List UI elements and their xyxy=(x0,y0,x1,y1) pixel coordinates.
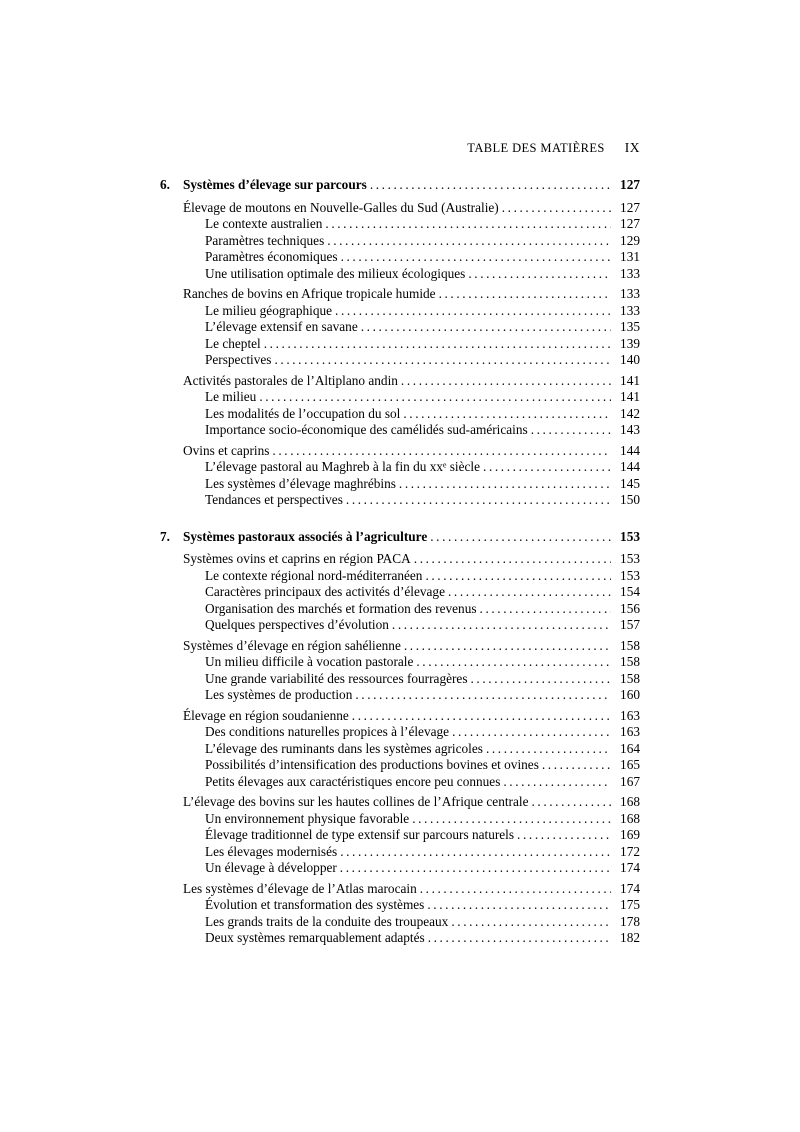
toc-subsection-row xyxy=(205,389,640,406)
toc-section-row xyxy=(183,708,640,725)
dot-leader xyxy=(502,200,611,217)
dot-leader xyxy=(264,336,611,353)
toc-subsection-row xyxy=(205,492,640,509)
entry-page-number: 150 xyxy=(620,492,640,507)
toc-subsection-row xyxy=(205,741,640,758)
entry-page-number: 160 xyxy=(620,687,640,702)
entry-title: Tendances et perspectives xyxy=(205,492,343,507)
toc-subsection-row xyxy=(205,584,640,601)
section-block xyxy=(160,286,640,369)
dot-leader xyxy=(327,233,611,250)
toc-subsection-row xyxy=(205,811,640,828)
dot-leader xyxy=(392,617,611,634)
section-block xyxy=(160,881,640,947)
dot-leader xyxy=(503,774,611,791)
toc-subsection-row xyxy=(205,406,640,423)
entry-page-number: 145 xyxy=(620,475,640,491)
dot-leader xyxy=(352,708,611,725)
entry-title: Élevage traditionnel de type extensif sur parcours naturels xyxy=(205,827,515,842)
toc-subsection-row xyxy=(205,617,640,634)
dot-leader xyxy=(451,914,611,931)
toc-subsection-row xyxy=(205,336,640,353)
entry-page-number: 174 xyxy=(620,880,640,896)
toc-subsection-row xyxy=(205,352,640,369)
toc-section-row xyxy=(183,794,640,811)
dot-leader xyxy=(274,352,611,369)
entry-title: Un environnement physique favorable xyxy=(205,810,410,826)
entry-page-number: 163 xyxy=(620,724,640,739)
dot-leader xyxy=(335,303,611,320)
toc-subsection-row xyxy=(205,303,640,320)
toc-subsection-row xyxy=(205,774,640,791)
toc-section-row xyxy=(183,373,640,390)
entry-page-number: 133 xyxy=(620,265,640,281)
dot-leader xyxy=(361,319,611,336)
dot-leader xyxy=(471,671,612,688)
entry-title: Le contexte régional nord-méditerranéen xyxy=(205,567,423,583)
entry-title: Le milieu géographique xyxy=(205,302,333,318)
entry-page-number: 167 xyxy=(620,773,640,789)
entry-title: Deux systèmes remarquablement adaptés xyxy=(205,930,425,945)
toc-subsection-row xyxy=(205,827,640,844)
dot-leader xyxy=(448,584,611,601)
entry-title: Les modalités de l’occupation du sol xyxy=(205,405,401,421)
entry-title: Quelques perspectives d’évolution xyxy=(205,617,389,632)
dot-leader xyxy=(430,529,611,546)
entry-page-number: 178 xyxy=(620,913,640,929)
dot-leader xyxy=(355,687,611,704)
entry-title: Le milieu xyxy=(205,389,257,404)
entry-title: Une utilisation optimale des milieux écologiques xyxy=(205,265,466,281)
entry-title: Des conditions naturelles propices à l’élevage xyxy=(205,724,450,739)
entry-page-number: 127 xyxy=(620,199,640,215)
toc-subsection-row xyxy=(205,249,640,266)
toc-subsection-row xyxy=(205,459,640,476)
entry-title: Un élevage à développer xyxy=(205,860,337,875)
entry-page-number: 153 xyxy=(620,551,640,566)
toc-section-row xyxy=(183,551,640,568)
toc-subsection-row xyxy=(205,860,640,877)
entry-page-number: 131 xyxy=(620,249,640,264)
toc-subsection-row xyxy=(205,233,640,250)
entry-page-number: 129 xyxy=(620,232,640,248)
dot-leader xyxy=(401,373,611,390)
toc-subsection-row xyxy=(205,422,640,439)
entry-title: Petits élevages aux caractéristiques encore peu connues xyxy=(205,773,501,789)
entry-title: Perspectives xyxy=(205,352,272,367)
toc-subsection-row xyxy=(205,601,640,618)
dot-leader xyxy=(370,177,611,194)
entry-title: Évolution et transformation des systèmes xyxy=(205,897,425,912)
chapter-block xyxy=(160,177,640,509)
dot-leader xyxy=(542,757,611,774)
entry-page-number: 143 xyxy=(620,422,640,437)
entry-title: Caractères principaux des activités d’élevage xyxy=(205,584,445,599)
entry-title: L’élevage pastoral au Maghreb à la fin du xxᵉ siècle xyxy=(205,459,481,474)
dot-leader xyxy=(346,492,611,509)
entry-page-number: 175 xyxy=(620,897,640,912)
dot-leader xyxy=(531,794,611,811)
entry-page-number: 135 xyxy=(620,319,640,334)
entry-title: Le contexte australien xyxy=(205,216,323,231)
dot-leader xyxy=(428,930,611,947)
entry-page-number: 140 xyxy=(620,352,640,367)
dot-leader xyxy=(427,897,611,914)
toc-subsection-row xyxy=(205,914,640,931)
dot-leader xyxy=(412,811,611,828)
toc-subsection-row xyxy=(205,687,640,704)
toc-section-row xyxy=(183,443,640,460)
entry-title: L’élevage des ruminants dans les systèmes agricoles xyxy=(205,740,483,756)
dot-leader xyxy=(486,741,611,758)
entry-page-number: 139 xyxy=(620,335,640,351)
entry-title: L’élevage des bovins sur les hautes collines de l’Afrique centrale xyxy=(183,794,529,809)
dot-leader xyxy=(259,389,611,406)
toc-subsection-row xyxy=(205,266,640,283)
entry-title: Systèmes d’élevage sur parcours xyxy=(183,177,367,192)
toc-subsection-row xyxy=(205,476,640,493)
dot-leader xyxy=(480,601,611,618)
entry-page-number: 158 xyxy=(620,637,640,653)
entry-page-number: 141 xyxy=(620,389,640,404)
chapter-number: 7. xyxy=(160,528,170,544)
toc-subsection-row xyxy=(205,319,640,336)
header-page-number: IX xyxy=(624,140,640,155)
chapter-number: 6. xyxy=(160,177,170,192)
dot-leader xyxy=(439,286,611,303)
entry-page-number: 153 xyxy=(620,567,640,583)
entry-title: Le cheptel xyxy=(205,335,261,351)
entry-title: Importance socio-économique des camélidés sud-américains xyxy=(205,422,528,437)
entry-page-number: 168 xyxy=(620,810,640,826)
entry-page-number: 153 xyxy=(620,528,640,544)
entry-title: Systèmes d’élevage en région sahélienne xyxy=(183,637,401,653)
entry-title: Les élevages modernisés xyxy=(205,843,338,859)
entry-page-number: 144 xyxy=(620,459,640,474)
section-block xyxy=(160,638,640,704)
toc-subsection-row xyxy=(205,568,640,585)
dot-leader xyxy=(403,406,611,423)
entry-page-number: 144 xyxy=(620,442,640,458)
toc-chapter-row xyxy=(160,529,640,546)
entry-page-number: 133 xyxy=(620,302,640,318)
toc-section-row xyxy=(183,881,640,898)
entry-page-number: 169 xyxy=(620,827,640,842)
entry-page-number: 141 xyxy=(620,372,640,388)
entry-title: Ovins et caprins xyxy=(183,442,270,458)
entry-title: Activités pastorales de l’Altiplano andin xyxy=(183,372,398,388)
toc-subsection-row xyxy=(205,930,640,947)
dot-leader xyxy=(425,568,611,585)
dot-leader xyxy=(517,827,611,844)
entry-page-number: 165 xyxy=(620,757,640,772)
entry-title: Élevage de moutons en Nouvelle-Galles du Sud (Australie) xyxy=(183,199,499,215)
toc-subsection-row xyxy=(205,216,640,233)
dot-leader xyxy=(452,724,611,741)
toc-section-row xyxy=(183,286,640,303)
dot-leader xyxy=(325,216,611,233)
entry-title: Les systèmes d’élevage maghrébins xyxy=(205,475,396,491)
dot-leader xyxy=(531,422,611,439)
entry-title: Systèmes pastoraux associés à l’agriculture xyxy=(183,528,428,544)
entry-page-number: 154 xyxy=(620,584,640,599)
entry-page-number: 127 xyxy=(620,216,640,231)
dot-leader xyxy=(420,881,611,898)
toc-subsection-row xyxy=(205,724,640,741)
dot-leader xyxy=(340,844,611,861)
entry-page-number: 168 xyxy=(620,794,640,809)
section-block xyxy=(160,708,640,791)
dot-leader xyxy=(416,654,611,671)
toc-section-row xyxy=(183,638,640,655)
page-header xyxy=(160,140,640,156)
section-block xyxy=(160,794,640,877)
section-block xyxy=(160,443,640,509)
dot-leader xyxy=(399,476,611,493)
toc-subsection-row xyxy=(205,757,640,774)
entry-page-number: 156 xyxy=(620,600,640,616)
entry-title: Organisation des marchés et formation des revenus xyxy=(205,600,477,616)
entry-title: Les grands traits de la conduite des troupeaux xyxy=(205,913,449,929)
entry-page-number: 158 xyxy=(620,670,640,686)
dot-leader xyxy=(483,459,611,476)
dot-leader xyxy=(272,443,611,460)
entry-page-number: 142 xyxy=(620,405,640,421)
toc-subsection-row xyxy=(205,671,640,688)
entry-title: Les systèmes d’élevage de l’Atlas marocain xyxy=(183,880,417,896)
entry-title: Ranches de bovins en Afrique tropicale humide xyxy=(183,286,436,301)
entry-page-number: 172 xyxy=(620,843,640,859)
entry-title: Élevage en région soudanienne xyxy=(183,707,349,723)
entry-page-number: 133 xyxy=(620,286,640,301)
entry-page-number: 163 xyxy=(620,707,640,723)
entry-title: Les systèmes de production xyxy=(205,687,353,702)
entry-title: L’élevage extensif en savane xyxy=(205,319,358,334)
section-block xyxy=(160,200,640,283)
dot-leader xyxy=(340,860,611,877)
toc-subsection-row xyxy=(205,897,640,914)
dot-leader xyxy=(414,551,611,568)
entry-page-number: 127 xyxy=(620,177,640,192)
entry-page-number: 158 xyxy=(620,654,640,669)
dot-leader xyxy=(468,266,611,283)
entry-title: Possibilités d’intensification des productions bovines et ovines xyxy=(205,757,539,772)
entry-title: Un milieu difficile à vocation pastorale xyxy=(205,654,414,669)
entry-title: Paramètres techniques xyxy=(205,232,325,248)
section-block xyxy=(160,373,640,439)
section-block xyxy=(160,551,640,634)
entry-page-number: 157 xyxy=(620,617,640,632)
entry-page-number: 182 xyxy=(620,930,640,945)
toc-list xyxy=(160,177,640,947)
dot-leader xyxy=(404,638,611,655)
entry-page-number: 164 xyxy=(620,740,640,756)
entry-title: Paramètres économiques xyxy=(205,249,338,264)
toc-subsection-row xyxy=(205,844,640,861)
dot-leader xyxy=(341,249,611,266)
entry-title: Une grande variabilité des ressources fourragères xyxy=(205,670,468,686)
toc-chapter-row xyxy=(160,177,640,194)
entry-page-number: 174 xyxy=(620,860,640,875)
header-title: TABLE DES MATIÈRES xyxy=(467,141,605,155)
chapter-block xyxy=(160,529,640,947)
toc-subsection-row xyxy=(205,654,640,671)
toc-section-row xyxy=(183,200,640,217)
entry-title: Systèmes ovins et caprins en région PACA xyxy=(183,551,411,566)
